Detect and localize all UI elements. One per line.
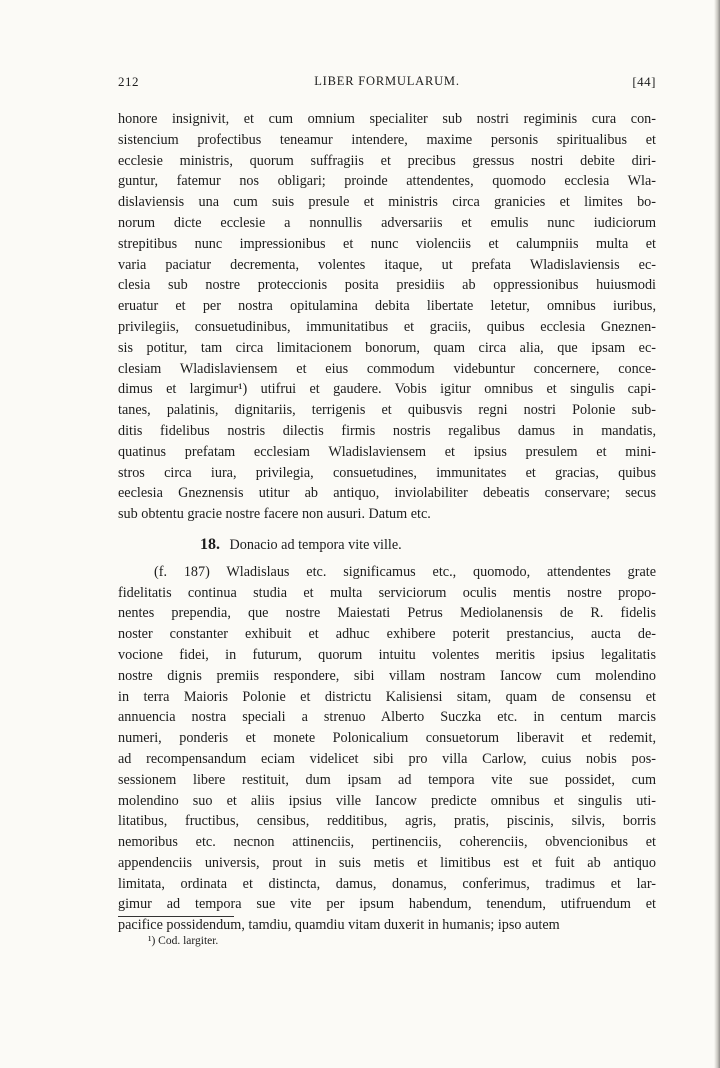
text-line: numeri, ponderis et monete Polonicalium consuetorum liberavit et redemit,	[118, 730, 656, 747]
running-title: LIBER FORMULARUM.	[314, 74, 460, 88]
text-line: eruatur et per nostra opitulamina debita libertate letetur, omnibus iuribus,	[118, 298, 656, 315]
text-line: annuencia nostra speciali a strenuo Alberto Suczka etc. in centum marcis	[118, 709, 656, 726]
text-line: nemoribus etc. necnon attinenciis, pertinenciis, coherenciis, obvencionibus et	[118, 834, 656, 851]
text-line: appendenciis universis, prout in suis metis et limitibus est et fuit ab antiquo	[118, 854, 656, 871]
text-line: ditis fidelibus nostris dilectis firmis nostris regalibus damus in mandatis,	[118, 422, 656, 439]
text-line: ecclesie ministris, quorum suffragiis et precibus gressus nostri debite diri-	[118, 152, 656, 169]
text-line: ad recompensandum eciam videlicet sibi pro villa Carlow, cuius nobis pos-	[118, 750, 656, 767]
running-header	[118, 74, 656, 92]
text-line: vocione fidei, in futurum, quorum intuitu volentes meritis ipsius legalitatis	[118, 646, 656, 663]
paragraph-2	[118, 562, 656, 936]
text-line: norum dicte ecclesie a nonnullis adversariis et emulis nunc iudiciorum	[118, 214, 656, 231]
text-line: fidelitatis continua studia et multa serviciorum oculis mentis nostre propo-	[118, 584, 656, 601]
page-number: 212	[118, 74, 139, 89]
section-heading-text: Donacio ad tempora vite ville.	[229, 536, 402, 553]
text-line: in terra Maioris Polonie et districtu Kalisiensi sitam, quam de consensu et	[118, 688, 656, 705]
text-line: clesiam Wladislaviensem et eius commodum videbuntur concernere, conce-	[118, 360, 656, 377]
text-line: sistencium profectibus teneamur intendere, maxime personis spiritualibus et	[118, 131, 656, 148]
text-line: limitata, ordinata et distincta, damus, donamus, conferimus, tradimus et lar-	[118, 875, 656, 892]
text-line: pacifice possidendum, tamdiu, quamdiu vitam duxerit in humanis; ipso autem	[118, 917, 560, 934]
text-line: eeclesia Gneznensis utitur ab antiquo, inviolabiliter debeatis conservare; secus	[118, 485, 656, 502]
text-line: tanes, palatinis, dignitariis, terrigenis et quibusvis regni nostri Polonie sub-	[118, 402, 656, 419]
text-line: privilegiis, consuetudinibus, immunitatibus et graciis, quibus ecclesia Gneznen-	[118, 318, 656, 335]
text-line: sis potitur, tam circa limitacionem bonorum, quam circa alia, que ipsam ec-	[118, 339, 656, 356]
paragraph-1	[118, 109, 656, 525]
text-line: (f. 187) Wladislaus etc. significamus etc., quomodo, attendentes grate	[154, 563, 656, 580]
text-line: strepitibus nunc impressionibus et nunc violenciis et calumpniis multa et	[118, 235, 656, 252]
text-line: nentes prependia, que nostre Maiestati Petrus Mediolanensis de R. fidelis	[118, 605, 656, 622]
text-line: guntur, fatemur nos obligari; proinde attendentes, quomodo ecclesia Wla-	[118, 173, 656, 190]
text-line: dimus et largimur¹) utifrui et gaudere. Vobis igitur omnibus et singulis capi-	[118, 381, 656, 398]
footnote: ¹) Cod. largiter.	[148, 935, 219, 947]
text-line: litatibus, fructibus, censibus, redditibus, agris, pratis, piscinis, silvis, borris	[118, 813, 656, 830]
text-line: sub obtentu gracie nostre facere non ausuri. Datum etc.	[118, 506, 431, 523]
footnote-rule	[118, 916, 234, 917]
text-line: clesia sub nostre proteccionis posita presidiis ab oppressionibus huiusmodi	[118, 277, 656, 294]
section-heading	[118, 535, 656, 556]
text-line: stros circa iura, privilegia, consuetudines, immunitates et gracias, quibus	[118, 464, 656, 481]
page-edge-shadow	[714, 0, 720, 1068]
section-number: [44]	[632, 74, 656, 89]
text-line: noster constanter exhibuit et adhuc exhibere poterit prestancius, aucta de-	[118, 626, 656, 643]
text-line: varia paciatur decrementa, volentes itaque, ut prefata Wladislaviensis ec-	[118, 256, 656, 273]
text-line: molendino suo et aliis ipsius ville Iancow predicte omnibus et singulis uti-	[118, 792, 656, 809]
page-body	[118, 109, 656, 936]
text-line: sessionem libere restituit, dum ipsam ad tempora vite sue possidet, cum	[118, 771, 656, 788]
text-line: dislaviensis una cum suis presule et ministris circa granicies et limites bo-	[118, 194, 656, 211]
text-line: nostre dignis premiis respondere, sibi villam nostram Iancow cum molendino	[118, 667, 656, 684]
text-line: quatinus prefatam ecclesiam Wladislaviensem et ipsius presulem et mini-	[118, 443, 656, 460]
text-line: honore insignivit, et cum omnium specialiter sub nostri regiminis cura con-	[118, 111, 656, 127]
text-line: gimur ad tempora sue vite per ipsum habendum, tenendum, utifruendum et	[118, 896, 656, 913]
section-heading-number: 18.	[200, 535, 220, 553]
